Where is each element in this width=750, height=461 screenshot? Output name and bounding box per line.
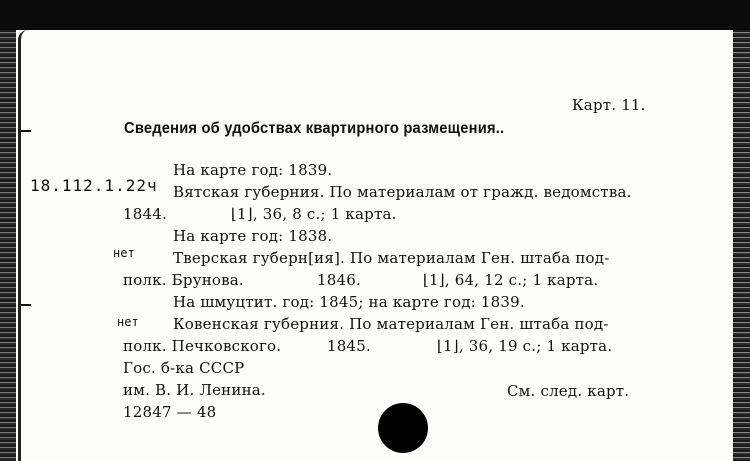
margin-tick	[21, 130, 31, 132]
entry-date-line: На карте год: 1839.	[173, 161, 333, 179]
entry-description: Тверская губерн[ия]. По материалам Ген. штаба под-	[173, 249, 610, 267]
card-number: Карт. 11.	[572, 96, 646, 114]
library-line: им. В. И. Ленина.	[123, 381, 266, 399]
entry-date-line: На шмуцтит. год: 1845; на карте год: 1839.	[173, 293, 525, 311]
margin-tick	[21, 304, 31, 306]
entry-collation: ⌊1⌋, 36, 8 с.; 1 карта.	[231, 205, 397, 223]
entry-author: полк. Печковского.	[123, 337, 282, 355]
scan-border-top	[0, 0, 750, 30]
scan-border-left	[0, 30, 16, 461]
handwritten-note: нет	[113, 246, 135, 260]
library-line: Гос. б-ка СССР	[123, 359, 245, 377]
entry-collation: ⌊1⌋, 36, 19 с.; 1 карта.	[437, 337, 613, 355]
card-punch-hole	[378, 403, 428, 453]
entry-date-line: На карте год: 1838.	[173, 227, 333, 245]
entry-year: 1844.	[123, 205, 167, 223]
entry-year: 1846.	[317, 271, 361, 289]
handwritten-note: нет	[117, 315, 139, 329]
entry-year: 1845.	[327, 337, 371, 355]
entry-description: Вятская губерния. По материалам от гражд. ведомства.	[173, 183, 632, 201]
catalog-card	[18, 30, 733, 461]
entry-collation: ⌊1⌋, 64, 12 с.; 1 карта.	[423, 271, 599, 289]
scan-border-right	[732, 30, 750, 461]
see-next-card: См. след. карт.	[507, 382, 630, 400]
entry-description: Ковенская губерния. По материалам Ген. штаба под-	[173, 315, 609, 333]
card-title: Сведения об удобствах квартирного размещения..	[124, 120, 505, 137]
library-line: 12847 — 48	[123, 403, 217, 421]
handwritten-shelfmark: 18.112.1.22ч	[30, 176, 158, 195]
entry-author: полк. Брунова.	[123, 271, 244, 289]
